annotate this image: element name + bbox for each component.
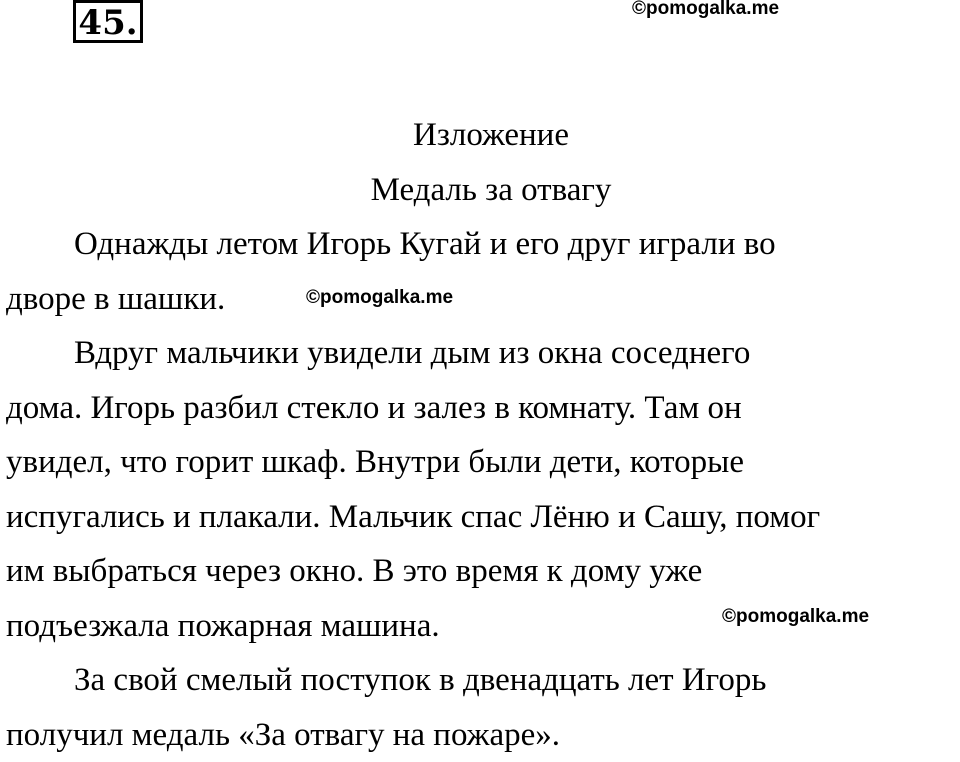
text-line: им выбраться через окно. В это время к дому уже <box>6 544 946 599</box>
watermark: ©pomogalka.me <box>306 287 453 309</box>
text-line: Однажды летом Игорь Кугай и его друг играли во <box>6 217 946 272</box>
watermark: ©pomogalka.me <box>632 0 779 20</box>
document-title: Изложение <box>6 108 946 163</box>
exercise-number: 45. <box>78 3 137 43</box>
text-line: Вдруг мальчики увидели дым из окна соседнего <box>6 326 946 381</box>
text-line: дома. Игорь разбил стекло и залез в комнату. Там он <box>6 381 946 436</box>
text-line: подъезжала пожарная машина. <box>6 599 946 654</box>
watermark: ©pomogalka.me <box>722 606 869 628</box>
document-subtitle: Медаль за отвагу <box>6 163 946 218</box>
text-line: получил медаль «За отвагу на пожаре». <box>6 708 946 762</box>
exercise-number-box <box>73 0 143 43</box>
text-line: испугались и плакали. Мальчик спас Лёню и Сашу, помог <box>6 490 946 545</box>
text-line: дворе в шашки. <box>6 272 946 327</box>
text-line: За свой смелый поступок в двенадцать лет Игорь <box>6 653 946 708</box>
text-line: увидел, что горит шкаф. Внутри были дети, которые <box>6 435 946 490</box>
document-body <box>6 108 946 762</box>
